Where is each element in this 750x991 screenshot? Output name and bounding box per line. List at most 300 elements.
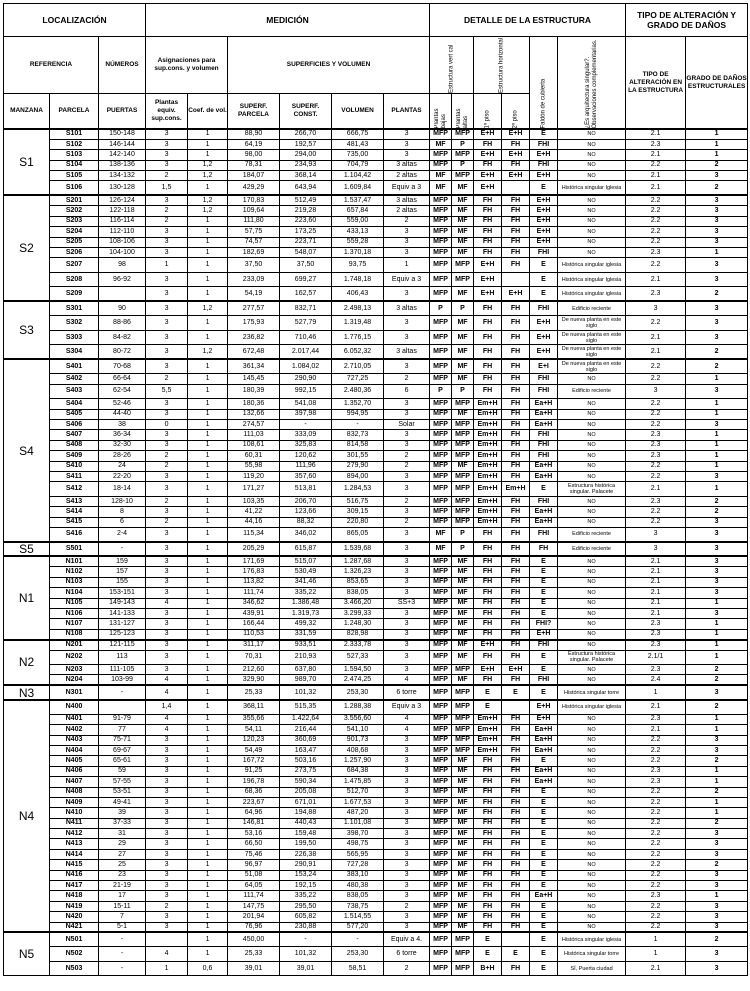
grado-danos-cell: 1 <box>686 725 748 735</box>
piso-2-cell: FH <box>502 675 530 685</box>
superf-parcela-cell: 108,61 <box>228 440 280 450</box>
parcela-cell: S204 <box>50 227 99 237</box>
observaciones-cell: NO <box>558 451 626 461</box>
grado-danos-cell: 1 <box>686 399 748 409</box>
plantas-equiv-cell: 2 <box>146 451 188 461</box>
manzana-cell: N4 <box>4 700 50 933</box>
tipo-alteracion-cell: 2.3 <box>626 247 686 257</box>
parcela-cell: S201 <box>50 195 99 205</box>
plantas-cell: 3 <box>384 766 430 776</box>
parcela-cell: N400 <box>50 700 99 715</box>
header-volumen: VOLUMEN <box>332 94 384 130</box>
superf-const-cell: 199,50 <box>280 839 332 849</box>
faldon-cell: FH <box>530 542 558 557</box>
superf-const-cell: 120,62 <box>280 451 332 461</box>
piso-2-cell: E+H <box>502 129 530 139</box>
volumen-cell: 727,28 <box>332 860 384 870</box>
puertas-cell: 38 <box>99 419 146 429</box>
superf-parcela-cell: 74,57 <box>228 237 280 247</box>
volumen-cell: 1.104,42 <box>332 171 384 181</box>
plantas-bajas-cell: MFP <box>430 588 452 598</box>
tipo-alteracion-cell: 2.2 <box>626 922 686 932</box>
plantas-bajas-cell: MFP <box>430 675 452 685</box>
coef-vol-cell: 1 <box>188 216 228 226</box>
volumen-cell: 2.474,25 <box>332 675 384 685</box>
piso-1-cell: FH <box>474 527 502 542</box>
plantas-equiv-cell: 3 <box>146 150 188 160</box>
parcela-cell: S304 <box>50 345 99 360</box>
plantas-cell: 3 <box>384 507 430 517</box>
puertas-cell: - <box>99 542 146 557</box>
faldon-cell: Ea+H <box>530 745 558 755</box>
tipo-alteracion-cell: 2.2 <box>626 216 686 226</box>
tipo-alteracion-cell: 2.1 <box>626 150 686 160</box>
superf-const-cell: 615,87 <box>280 542 332 557</box>
plantas-cell: 3 <box>384 787 430 797</box>
parcela-cell: S103 <box>50 150 99 160</box>
plantas-equiv-cell: 3 <box>146 542 188 557</box>
parcela-cell: S414 <box>50 507 99 517</box>
coef-vol-cell: 1 <box>188 808 228 818</box>
superf-parcela-cell: 68,36 <box>228 787 280 797</box>
parcela-cell: S401 <box>50 359 99 374</box>
faldon-cell: E+I <box>530 359 558 374</box>
coef-vol-cell: 1 <box>188 588 228 598</box>
superf-const-cell: 541,08 <box>280 399 332 409</box>
coef-vol-cell: 1 <box>188 777 228 787</box>
observaciones-cell: Edificio reciente <box>558 301 626 316</box>
coef-vol-cell: 1,2 <box>188 160 228 170</box>
observaciones-cell: Histórica singular iglesia <box>558 287 626 302</box>
observaciones-cell: Histórica singular iglesia <box>558 932 626 947</box>
faldon-cell: FHI <box>530 160 558 170</box>
plantas-bajas-cell: MFP <box>430 912 452 922</box>
volumen-cell: 279,90 <box>332 461 384 471</box>
grado-danos-cell: 3 <box>686 471 748 481</box>
tipo-alteracion-cell: 2.3 <box>626 714 686 724</box>
faldon-cell: E <box>530 901 558 911</box>
plantas-altas-cell: MF <box>452 227 474 237</box>
superf-parcela-cell: 429,29 <box>228 181 280 196</box>
puertas-cell: 52-46 <box>99 399 146 409</box>
volumen-cell: 433,13 <box>332 227 384 237</box>
plantas-equiv-cell: 4 <box>146 598 188 608</box>
plantas-cell: Equiv a 3 <box>384 272 430 287</box>
parcela-cell: N301 <box>50 685 99 700</box>
header-medicion: MEDICIÓN <box>146 4 430 37</box>
superf-const-cell: 331,59 <box>280 629 332 639</box>
plantas-equiv-cell: 3 <box>146 287 188 302</box>
plantas-equiv-cell: 3 <box>146 430 188 440</box>
plantas-altas-cell: MF <box>452 640 474 650</box>
plantas-cell: 6 torre <box>384 685 430 700</box>
coef-vol-cell: 1,2 <box>188 345 228 360</box>
plantas-equiv-cell: 3 <box>146 440 188 450</box>
plantas-altas-cell: MF <box>452 901 474 911</box>
superf-parcela-cell: 223,67 <box>228 797 280 807</box>
superf-parcela-cell: 368,11 <box>228 700 280 715</box>
header-detalle: DETALLE DE LA ESTRUCTURA <box>430 4 626 37</box>
observaciones-cell: De nueva planta en este siglo <box>558 316 626 331</box>
coef-vol-cell: 1 <box>188 419 228 429</box>
plantas-cell: 1 <box>384 258 430 273</box>
table-row <box>4 461 748 471</box>
table-row <box>4 330 748 345</box>
piso-1-cell: B+H <box>474 961 502 976</box>
plantas-cell: 3 <box>384 440 430 450</box>
plantas-altas-cell: MF <box>452 829 474 839</box>
superf-const-cell: 1.319,73 <box>280 608 332 618</box>
plantas-equiv-cell: 3 <box>146 870 188 880</box>
piso-1-cell: E+H <box>474 287 502 302</box>
superf-parcela-cell: 311,17 <box>228 640 280 650</box>
superf-parcela-cell: 78,31 <box>228 160 280 170</box>
manzana-cell: S2 <box>4 195 50 301</box>
faldon-cell: FHI <box>530 675 558 685</box>
parcela-cell: N405 <box>50 756 99 766</box>
coef-vol-cell: 1 <box>188 675 228 685</box>
plantas-altas-cell: P <box>452 542 474 557</box>
plantas-bajas-cell: MFP <box>430 598 452 608</box>
tipo-alteracion-cell: 2.2 <box>626 797 686 807</box>
piso-2-cell: FH <box>502 556 530 566</box>
plantas-bajas-cell: MFP <box>430 745 452 755</box>
superf-const-cell: 39,01 <box>280 961 332 976</box>
observaciones-cell: NO <box>558 619 626 629</box>
faldon-cell: E+H <box>530 700 558 715</box>
volumen-cell: 480,38 <box>332 881 384 891</box>
plantas-altas-cell: MFP <box>452 129 474 139</box>
plantas-bajas-cell: MF <box>430 542 452 557</box>
plantas-bajas-cell: MFP <box>430 272 452 287</box>
tipo-alteracion-cell: 2.1 <box>626 725 686 735</box>
table-row <box>4 216 748 226</box>
faldon-cell: Ea+H <box>530 891 558 901</box>
plantas-cell: 3 <box>384 818 430 828</box>
parcela-cell: N102 <box>50 567 99 577</box>
plantas-equiv-cell: 3 <box>146 316 188 331</box>
superf-const-cell: 499,32 <box>280 619 332 629</box>
piso-2-cell: FH <box>502 567 530 577</box>
observaciones-cell: NO <box>558 399 626 409</box>
faldon-cell: E <box>530 181 558 196</box>
plantas-altas-cell: MF <box>452 556 474 566</box>
tipo-alteracion-cell: 2.1/1 <box>626 650 686 665</box>
superf-parcela-cell: 110,53 <box>228 629 280 639</box>
plantas-equiv-cell: 3 <box>146 797 188 807</box>
plantas-equiv-cell: 3 <box>146 527 188 542</box>
coef-vol-cell: 1 <box>188 725 228 735</box>
grado-danos-cell: 3 <box>686 577 748 587</box>
superf-parcela-cell: 25,33 <box>228 685 280 700</box>
header-grado-danos: GRADO DE DAÑOS ESTRUCTURALES <box>686 37 748 130</box>
tipo-alteracion-cell: 2.2 <box>626 258 686 273</box>
tipo-alteracion-cell: 2.3 <box>626 496 686 506</box>
tipo-alteracion-cell: 2.2 <box>626 881 686 891</box>
superf-const-cell: 205,08 <box>280 787 332 797</box>
piso-2-cell: FH <box>502 901 530 911</box>
piso-1-cell: Em+H <box>474 471 502 481</box>
plantas-cell: 3 <box>384 808 430 818</box>
observaciones-cell: NO <box>558 675 626 685</box>
piso-1-cell: FH <box>474 195 502 205</box>
parcela-cell: N503 <box>50 961 99 976</box>
puertas-cell: 159 <box>99 556 146 566</box>
piso-2-cell: FH <box>502 237 530 247</box>
puertas-cell: 24 <box>99 461 146 471</box>
plantas-bajas-cell: MFP <box>430 496 452 506</box>
superf-parcela-cell: 64,96 <box>228 808 280 818</box>
plantas-equiv-cell: 3 <box>146 839 188 849</box>
plantas-bajas-cell: MFP <box>430 517 452 527</box>
plantas-equiv-cell: 3 <box>146 766 188 776</box>
superf-parcela-cell: 60,31 <box>228 451 280 461</box>
superf-parcela-cell: 184,07 <box>228 171 280 181</box>
plantas-altas-cell: MF <box>452 216 474 226</box>
table-row <box>4 756 748 766</box>
plantas-bajas-cell: MFP <box>430 932 452 947</box>
observaciones-cell: NO <box>558 777 626 787</box>
puertas-cell: 36-34 <box>99 430 146 440</box>
superf-parcela-cell: 277,57 <box>228 301 280 316</box>
piso-1-cell: Em+H <box>474 482 502 497</box>
plantas-altas-cell: MF <box>452 619 474 629</box>
superf-const-cell: 989,70 <box>280 675 332 685</box>
plantas-cell: 3 <box>384 839 430 849</box>
superf-const-cell: 605,82 <box>280 912 332 922</box>
plantas-equiv-cell: 3 <box>146 247 188 257</box>
piso-1-cell: FH <box>474 139 502 149</box>
tipo-alteracion-cell: 2.3 <box>626 440 686 450</box>
plantas-bajas-cell: MFP <box>430 725 452 735</box>
coef-vol-cell: 1 <box>188 787 228 797</box>
superf-parcela-cell: 672,48 <box>228 345 280 360</box>
tipo-alteracion-cell: 2.1 <box>626 608 686 618</box>
grado-danos-cell: 2 <box>686 700 748 715</box>
piso-1-cell: Em+H <box>474 399 502 409</box>
coef-vol-cell: 1 <box>188 430 228 440</box>
piso-1-cell: FH <box>474 160 502 170</box>
puertas-cell: 104-100 <box>99 247 146 257</box>
plantas-cell: 3 <box>384 359 430 374</box>
table-row <box>4 430 748 440</box>
observaciones-cell: NO <box>558 922 626 932</box>
puertas-cell: 84-82 <box>99 330 146 345</box>
table-row <box>4 745 748 755</box>
coef-vol-cell: 1 <box>188 849 228 859</box>
faldon-cell: Ea+H <box>530 471 558 481</box>
grado-danos-cell: 1 <box>686 777 748 787</box>
coef-vol-cell: 1 <box>188 839 228 849</box>
superf-parcela-cell: 274,57 <box>228 419 280 429</box>
piso-1-cell: FH <box>474 818 502 828</box>
faldon-cell: E <box>530 860 558 870</box>
plantas-cell: 3 <box>384 860 430 870</box>
plantas-bajas-cell: MFP <box>430 399 452 409</box>
piso-2-cell: FH <box>502 891 530 901</box>
tipo-alteracion-cell: 2.2 <box>626 374 686 384</box>
puertas-cell: 128-10 <box>99 496 146 506</box>
piso-1-cell: Em+H <box>474 507 502 517</box>
superf-parcela-cell: 41,22 <box>228 507 280 517</box>
superf-parcela-cell: 54,11 <box>228 725 280 735</box>
superf-parcela-cell: 201,94 <box>228 912 280 922</box>
observaciones-cell: NO <box>558 507 626 517</box>
grado-danos-cell: 1 <box>686 150 748 160</box>
coef-vol-cell: 1 <box>188 139 228 149</box>
coef-vol-cell: 1 <box>188 891 228 901</box>
plantas-bajas-cell: MFP <box>430 237 452 247</box>
header-faldon: Faldón de cubierta <box>530 37 558 130</box>
table-row <box>4 932 748 947</box>
piso-1-cell: FH <box>474 766 502 776</box>
plantas-cell: 4 <box>384 725 430 735</box>
superf-parcela-cell: 145,45 <box>228 374 280 384</box>
grado-danos-cell: 3 <box>686 745 748 755</box>
superf-const-cell: 1.084,02 <box>280 359 332 374</box>
plantas-cell: Equiv a 3 <box>384 700 430 715</box>
piso-1-cell: FH <box>474 374 502 384</box>
piso-1-cell: E+H <box>474 665 502 675</box>
plantas-equiv-cell: 3 <box>146 849 188 859</box>
superf-parcela-cell: 91,25 <box>228 766 280 776</box>
superf-parcela-cell: 111,74 <box>228 588 280 598</box>
piso-1-cell: Em+H <box>474 517 502 527</box>
superf-parcela-cell: 54,49 <box>228 745 280 755</box>
plantas-altas-cell: MFP <box>452 507 474 517</box>
faldon-cell: E+H <box>530 227 558 237</box>
puertas-cell: 70-68 <box>99 359 146 374</box>
puertas-cell: 122-118 <box>99 206 146 216</box>
faldon-cell: E <box>530 912 558 922</box>
volumen-cell: 657,84 <box>332 206 384 216</box>
grado-danos-cell: 3 <box>686 556 748 566</box>
volumen-cell: 3.466,20 <box>332 598 384 608</box>
tipo-alteracion-cell: 2.1 <box>626 181 686 196</box>
superf-parcela-cell: 113,82 <box>228 577 280 587</box>
plantas-cell: 4 <box>384 714 430 724</box>
tipo-alteracion-cell: 2.2 <box>626 206 686 216</box>
piso-2-cell: FH <box>502 766 530 776</box>
plantas-equiv-cell: 3 <box>146 608 188 618</box>
faldon-cell: FHI <box>530 384 558 399</box>
plantas-bajas-cell: MFP <box>430 160 452 170</box>
table-row <box>4 542 748 557</box>
puertas-cell: 146-144 <box>99 139 146 149</box>
observaciones-cell: NO <box>558 206 626 216</box>
tipo-alteracion-cell: 2.1 <box>626 171 686 181</box>
observaciones-cell: NO <box>558 725 626 735</box>
plantas-altas-cell: MF <box>452 287 474 302</box>
plantas-altas-cell: MF <box>452 891 474 901</box>
tipo-alteracion-cell: 2.2 <box>626 517 686 527</box>
volumen-cell: 3.556,60 <box>332 714 384 724</box>
plantas-equiv-cell: 2 <box>146 171 188 181</box>
tipo-alteracion-cell: 3 <box>626 384 686 399</box>
puertas-cell: 17 <box>99 891 146 901</box>
parcela-cell: N415 <box>50 860 99 870</box>
faldon-cell: E+H <box>530 237 558 247</box>
faldon-cell: E <box>530 947 558 962</box>
observaciones-cell: NO <box>558 471 626 481</box>
piso-2-cell: FH <box>502 797 530 807</box>
superf-parcela-cell: 171,27 <box>228 482 280 497</box>
superf-const-cell: 173,25 <box>280 227 332 237</box>
grado-danos-cell: 3 <box>686 829 748 839</box>
plantas-altas-cell: MF <box>452 629 474 639</box>
superf-const-cell: 515,07 <box>280 556 332 566</box>
faldon-cell: FHI <box>530 301 558 316</box>
grado-danos-cell: 1 <box>686 430 748 440</box>
tipo-alteracion-cell: 2.1 <box>626 588 686 598</box>
tipo-alteracion-cell: 2.2 <box>626 160 686 170</box>
grado-danos-cell: 3 <box>686 901 748 911</box>
plantas-cell: 3 <box>384 922 430 932</box>
plantas-bajas-cell: MFP <box>430 608 452 618</box>
header-parcela: PARCELA <box>50 94 99 130</box>
puertas-cell: 126-124 <box>99 195 146 205</box>
plantas-bajas-cell: MFP <box>430 507 452 517</box>
faldon-cell: FHI <box>530 496 558 506</box>
superf-const-cell: 101,32 <box>280 685 332 700</box>
plantas-altas-cell: MF <box>452 787 474 797</box>
observaciones-cell: Histórica singular torre <box>558 685 626 700</box>
parcela-cell: N409 <box>50 797 99 807</box>
superf-const-cell: 216,44 <box>280 725 332 735</box>
volumen-cell: 58,51 <box>332 961 384 976</box>
table-row <box>4 608 748 618</box>
piso-1-cell: FH <box>474 787 502 797</box>
plantas-equiv-cell: 3 <box>146 756 188 766</box>
table-row <box>4 777 748 787</box>
grado-danos-cell: 3 <box>686 922 748 932</box>
coef-vol-cell: 1 <box>188 451 228 461</box>
tipo-alteracion-cell: 2.2 <box>626 409 686 419</box>
plantas-altas-cell: MFP <box>452 496 474 506</box>
tipo-alteracion-cell: 2.3 <box>626 619 686 629</box>
observaciones-cell: NO <box>558 912 626 922</box>
superf-parcela-cell: 39,01 <box>228 961 280 976</box>
faldon-cell: E <box>530 839 558 849</box>
table-row <box>4 496 748 506</box>
plantas-equiv-cell: 1,4 <box>146 700 188 715</box>
grado-danos-cell: 3 <box>686 912 748 922</box>
plantas-altas-cell: MF <box>452 345 474 360</box>
superf-parcela-cell: 25,33 <box>228 947 280 962</box>
coef-vol-cell: 1 <box>188 461 228 471</box>
table-row <box>4 272 748 287</box>
piso-2-cell: FH <box>502 912 530 922</box>
volumen-cell: 1.776,15 <box>332 330 384 345</box>
plantas-equiv-cell: 3 <box>146 912 188 922</box>
puertas-cell: 150-148 <box>99 129 146 139</box>
superf-const-cell: 992,15 <box>280 384 332 399</box>
plantas-altas-cell: MF <box>452 247 474 257</box>
observaciones-cell: NO <box>558 556 626 566</box>
plantas-bajas-cell: MFP <box>430 216 452 226</box>
manzana-cell: S1 <box>4 129 50 195</box>
plantas-equiv-cell: 2 <box>146 517 188 527</box>
grado-danos-cell: 3 <box>686 542 748 557</box>
superf-parcela-cell: 57,75 <box>228 227 280 237</box>
plantas-altas-cell: P <box>452 527 474 542</box>
superf-const-cell: 513,81 <box>280 482 332 497</box>
faldon-cell: E <box>530 287 558 302</box>
plantas-cell: 3 <box>384 629 430 639</box>
coef-vol-cell: 1 <box>188 440 228 450</box>
puertas-cell: 5-1 <box>99 922 146 932</box>
piso-2-cell: FH <box>502 195 530 205</box>
